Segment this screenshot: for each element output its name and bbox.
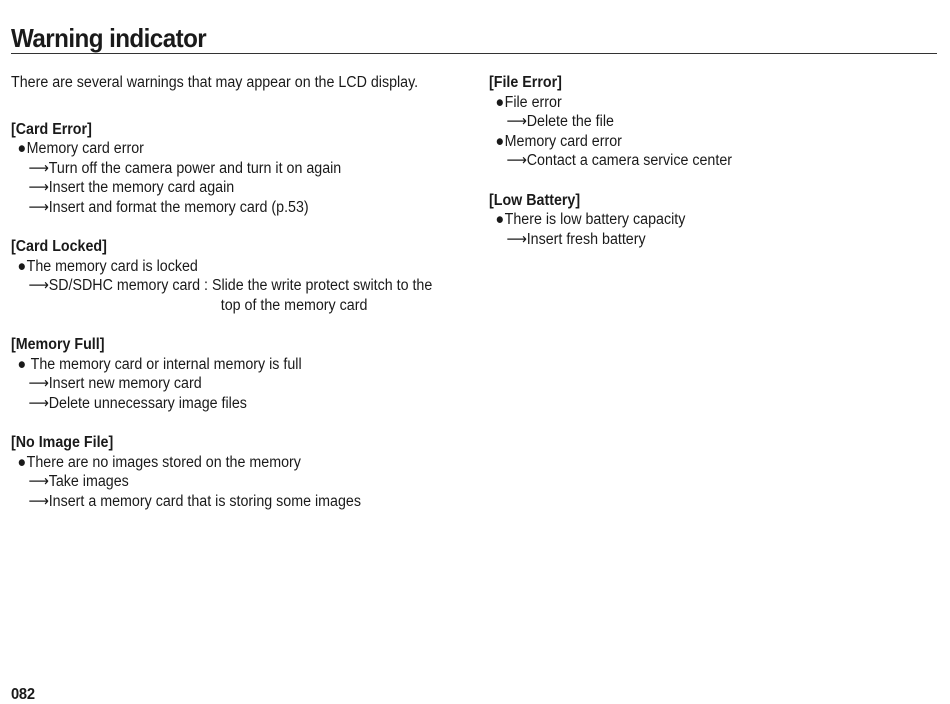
bullet-text: Memory card error	[26, 140, 144, 158]
arrow-icon: ⟶	[28, 198, 49, 216]
section-card-error	[11, 120, 471, 218]
step-item	[489, 112, 921, 132]
step-text: Insert the memory card again	[48, 179, 235, 197]
step-text: Delete unnecessary image files	[48, 394, 247, 412]
section-heading: [No Image File]	[11, 434, 114, 452]
step-text: Insert fresh battery	[526, 230, 646, 248]
bullet-item	[11, 257, 471, 277]
arrow-icon: ⟶	[506, 230, 527, 248]
arrow-icon: ⟶	[28, 179, 49, 197]
step-item	[11, 178, 471, 198]
arrow-icon: ⟶	[28, 394, 49, 412]
section-heading: [Card Locked]	[11, 238, 107, 256]
step-item	[11, 159, 471, 179]
section-heading: [Low Battery]	[489, 191, 581, 209]
section-heading: [Card Error]	[11, 120, 92, 138]
step-item	[489, 230, 921, 250]
step-text: Insert a memory card that is storing some images	[48, 492, 361, 510]
step-text: Contact a camera service center	[526, 152, 732, 170]
bullet-item	[11, 139, 471, 159]
title-divider	[11, 53, 937, 54]
bullet-item	[11, 453, 471, 473]
section-memory-full	[11, 335, 471, 413]
arrow-icon: ⟶	[28, 375, 49, 393]
step-text: Delete the file	[526, 113, 614, 131]
step-item	[11, 472, 471, 492]
step-item	[11, 492, 471, 512]
bullet-item	[489, 210, 921, 230]
section-card-locked	[11, 237, 471, 315]
page-number: 082	[11, 686, 35, 703]
bullet-text: There are no images stored on the memory	[26, 453, 301, 471]
arrow-icon: ⟶	[28, 473, 49, 491]
arrow-icon: ⟶	[28, 159, 49, 177]
left-column	[11, 73, 471, 531]
bullet-item	[11, 355, 471, 375]
right-column	[489, 73, 921, 269]
section-no-image-file	[11, 433, 471, 511]
step-text: Insert and format the memory card (p.53)	[48, 198, 309, 216]
bullet-text: The memory card or internal memory is full	[30, 355, 302, 373]
step-item	[489, 151, 921, 171]
bullet-icon: ●	[17, 453, 27, 471]
bullet-icon: ●	[17, 355, 27, 373]
arrow-icon: ⟶	[28, 277, 49, 295]
bullet-text: Memory card error	[504, 132, 622, 150]
section-low-battery	[489, 191, 921, 250]
step-text: Take images	[48, 473, 129, 491]
step-item	[11, 276, 471, 296]
arrow-icon: ⟶	[28, 492, 49, 510]
arrow-icon: ⟶	[506, 113, 527, 131]
section-heading: [Memory Full]	[11, 336, 105, 354]
bullet-icon: ●	[495, 93, 505, 111]
bullet-icon: ●	[17, 140, 27, 158]
step-item	[11, 198, 471, 218]
intro-text: There are several warnings that may appear on the LCD display.	[11, 74, 419, 91]
section-file-error	[489, 73, 921, 171]
bullet-icon: ●	[495, 211, 505, 229]
bullet-text: The memory card is locked	[26, 257, 198, 275]
bullet-item	[489, 93, 921, 113]
page-title: Warning indicator	[11, 23, 207, 53]
bullet-text: There is low battery capacity	[504, 211, 686, 229]
bullet-icon: ●	[495, 132, 505, 150]
bullet-icon: ●	[17, 257, 27, 275]
step-text: Insert new memory card	[48, 375, 202, 393]
step-text: SD/SDHC memory card : Slide the write protect switch to the	[48, 277, 433, 295]
step-text: Turn off the camera power and turn it on again	[48, 159, 342, 177]
arrow-icon: ⟶	[506, 152, 527, 170]
section-heading: [File Error]	[489, 74, 562, 91]
step-continuation: top of the memory card	[220, 296, 368, 314]
bullet-item	[489, 132, 921, 152]
step-item	[11, 374, 471, 394]
bullet-text: File error	[504, 93, 562, 111]
step-item	[11, 394, 471, 414]
